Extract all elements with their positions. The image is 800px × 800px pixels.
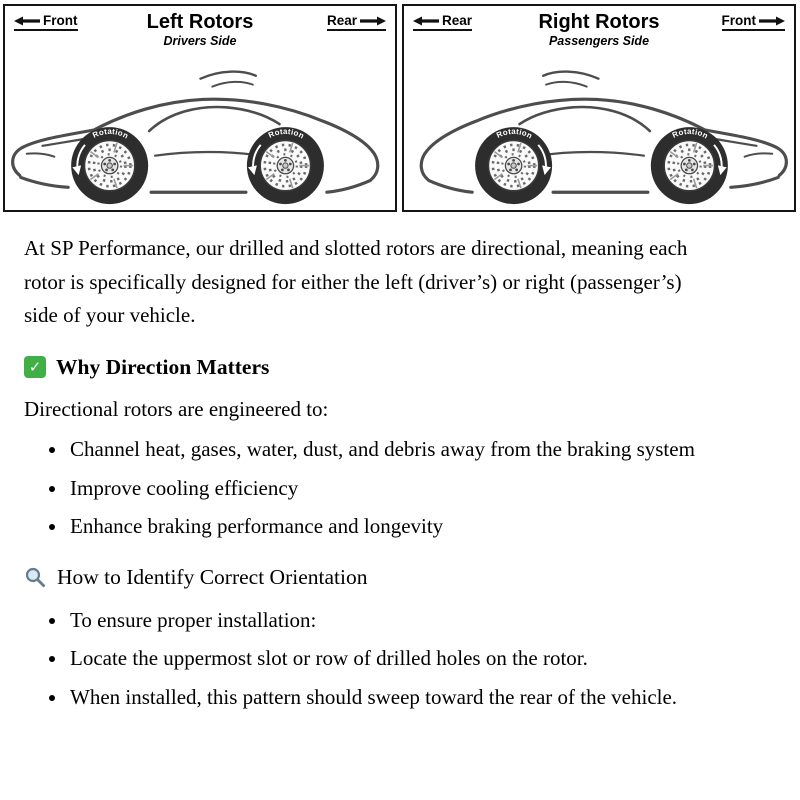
rotor-direction-diagram (0, 0, 800, 212)
right-rotors-panel (402, 4, 796, 212)
corner-label-text: Rear (442, 13, 473, 28)
panel-title: Right Rotors (538, 11, 660, 33)
section-heading-text: How to Identify Correct Orientation (57, 564, 368, 589)
article-body (24, 212, 718, 714)
benefits-list (24, 433, 718, 543)
left-rotors-panel (3, 4, 397, 212)
intro-paragraph: At SP Performance, our drilled and slotted rotors are directional, meaning each rotor is specifically designed for either the left (driver’s) or right (passenger’s) side of your vehicle. (24, 236, 688, 328)
arrow-right-icon (360, 16, 386, 26)
corner-label-text: Rear (326, 13, 357, 28)
orientation-list (24, 604, 718, 714)
front-direction-label (14, 13, 78, 31)
rotation-label: Rotation (266, 126, 306, 141)
car-outline (13, 72, 378, 193)
panel-subtitle: Passengers Side (548, 34, 650, 48)
list-item: • Enhance braking performance and longevity (68, 510, 718, 543)
list-item: • Improve cooling efficiency (68, 472, 718, 505)
rotation-label: Rotation (495, 126, 534, 141)
panel-subtitle: Drivers Side (163, 34, 237, 48)
car-outline (421, 72, 786, 193)
arrow-left-icon (14, 16, 40, 26)
rotation-label: Rotation (91, 126, 131, 141)
arrow-left-icon (413, 16, 439, 26)
rear-direction-label (413, 13, 472, 31)
left-panel-header (5, 6, 395, 55)
corner-label-text: Front (721, 13, 756, 28)
car-diagram-right (404, 55, 794, 211)
list-item: • When installed, this pattern should sweep toward the rear of the vehicle. (68, 681, 718, 714)
right-panel-header (404, 6, 794, 55)
list-item: • Channel heat, gases, water, dust, and debris away from the braking system (68, 433, 718, 466)
rotation-label: Rotation (670, 126, 710, 141)
front-wheel-rotor (651, 127, 728, 204)
corner-label-text: Front (43, 13, 78, 28)
front-wheel-rotor (71, 127, 148, 204)
list-item: • Locate the uppermost slot or row of drilled holes on the rotor. (68, 642, 718, 675)
arrow-right-icon (759, 16, 785, 26)
rear-direction-label (327, 13, 386, 31)
magnifier-icon (24, 566, 47, 589)
panel-title: Left Rotors (146, 11, 254, 33)
check-icon: ✓ (24, 356, 46, 378)
section-heading-identify-orientation (24, 565, 718, 590)
list-item: • To ensure proper installation: (68, 604, 718, 637)
rear-wheel-rotor (475, 127, 552, 204)
car-diagram-left (5, 55, 395, 211)
section-heading-text: Why Direction Matters (56, 354, 270, 379)
section-heading-why-direction-matters (24, 355, 718, 380)
rear-wheel-rotor (247, 127, 324, 204)
section-lead: Directional rotors are engineered to: (24, 396, 329, 421)
front-direction-label (722, 13, 786, 31)
